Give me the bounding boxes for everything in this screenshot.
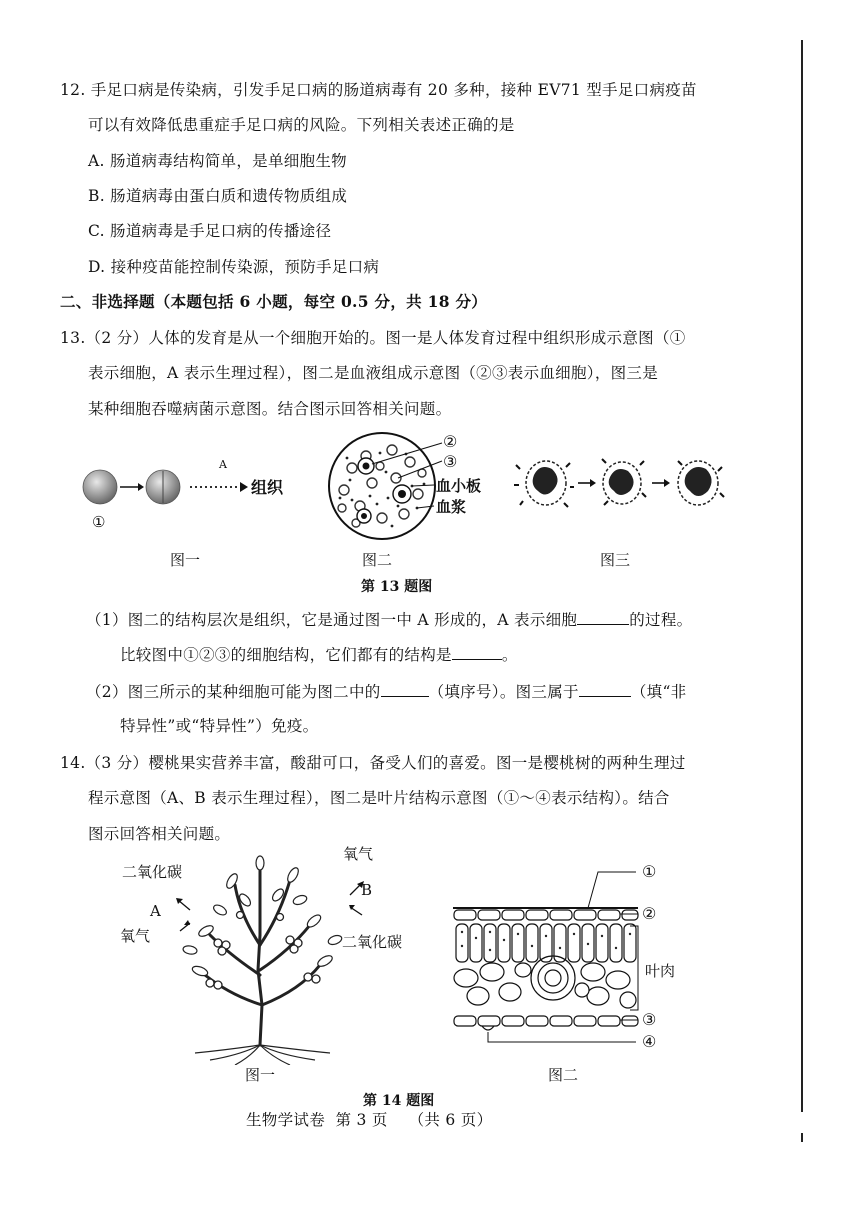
q13-figure-title: 第 13 题图 [361,579,433,595]
q14-fig1-label-a: A [150,902,161,920]
margin-tick [801,1133,803,1142]
margin-rule [801,40,803,1112]
q13-fig2-label-3: ③ [443,452,458,471]
q13-fig1-label-cell: ① [92,513,106,531]
q13-fig2-label-platelet: 血小板 [436,477,482,495]
q14-figure-title: 第 14 题图 [363,1093,435,1109]
q14-stem-line3: 图示回答相关问题。 [88,825,231,843]
q14-stem-line2: 程示意图（A、B 表示生理过程），图二是叶片结构示意图（①～④表示结构）。结合 [88,789,670,807]
q13-sub1-line2 [120,645,518,665]
page-footer: 生物学试卷 第 3 页 （共 6 页） [246,1111,493,1129]
q13-blank-2[interactable] [452,645,502,660]
q13-sub1-line1 [86,610,692,630]
q13-sub1-text-a: （1）图二的结构层次是组织，它是通过图一中 A 形成的，A 表示细胞 [86,611,578,629]
q14-fig2-label-4: ④ [642,1032,657,1051]
q13-figure3 [510,445,735,525]
q13-figure1 [80,455,320,535]
q13-sub2-text-a: （2）图三所示的某种细胞可能为图二中的 [86,683,381,701]
single-cell [83,470,117,504]
q13-stem-line1: 13.（2 分）人体的发育是从一个细胞开始的。图一是人体发育过程中组织形成示意图（① [60,329,686,347]
q14-fig2-label-3: ③ [642,1010,657,1029]
q13-stem-line2: 表示细胞，A 表示生理过程），图二是血液组成示意图（②③表示血细胞），图三是 [88,364,659,382]
q13-fig2-label-2: ② [443,432,458,451]
q13-sub1-text-b: 的过程。 [629,611,693,629]
q13-sub2-line1 [86,682,686,702]
q14-fig1-label-b: B [361,881,373,899]
q14-fig2-caption: 图二 [548,1066,579,1084]
q14-fig1-co2-right: 二氧化碳 [342,933,403,951]
q13-blank-3[interactable] [381,682,429,697]
q12-option-c: C. 肠道病毒是手足口病的传播途径 [88,222,332,240]
q14-fig1-caption: 图一 [245,1066,276,1084]
q12-stem-line1: 12. 手足口病是传染病，引发手足口病的肠道病毒有 20 多种，接种 EV71 型手足口病疫苗 [60,81,697,99]
q13-figure2 [322,428,452,548]
section2-heading: 二、非选择题（本题包括 6 小题，每空 0.5 分，共 18 分） [60,292,488,311]
q13-sub1-text-d: 。 [501,646,518,664]
q13-fig1-caption: 图一 [170,551,201,569]
q14-fig2-label-mesophyll: 叶肉 [645,962,676,980]
q13-sub2-text-c: （填“非 [630,683,687,701]
q13-blank-1[interactable] [577,610,629,625]
q13-stem-line3: 某种细胞吞噬病菌示意图。结合图示回答相关问题。 [88,400,452,418]
q13-blank-4[interactable] [579,682,631,697]
q13-fig1-label-tissue: 组织 [251,478,284,497]
q12-option-b: B. 肠道病毒由蛋白质和遗传物质组成 [88,187,348,205]
q14-fig2-label-2: ② [642,904,657,923]
q14-fig1-o2-right: 氧气 [343,845,374,863]
q13-fig2-label-plasma: 血浆 [436,498,467,516]
q12-option-d: D. 接种疫苗能控制传染源，预防手足口病 [88,258,380,276]
q14-fig2-label-1: ① [642,862,657,881]
q12-stem-line2: 可以有效降低患重症手足口病的风险。下列相关表述正确的是 [88,116,515,134]
q12-option-a: A. 肠道病毒结构简单，是单细胞生物 [88,152,347,170]
q14-fig1-o2-left: 氧气 [120,927,151,945]
q13-sub2-line2: 特异性”或“特异性”）免疫。 [120,717,319,735]
q14-figure2-leaf [448,870,648,1050]
q13-sub1-text-c: 比较图中①②③的细胞结构，它们都有的结构是 [120,646,452,664]
q13-sub2-text-b: （填序号）。图三属于 [428,683,579,701]
q13-fig3-caption: 图三 [600,551,631,569]
q14-stem-line1: 14.（3 分）樱桃果实营养丰富，酸甜可口，备受人们的喜爱。图一是樱桃树的两种生理过 [60,754,686,772]
q13-fig1-label-a: A [219,458,227,471]
q14-figure1-tree [150,855,380,1065]
q14-fig1-co2-left: 二氧化碳 [122,863,183,881]
q13-fig2-caption: 图二 [362,551,393,569]
